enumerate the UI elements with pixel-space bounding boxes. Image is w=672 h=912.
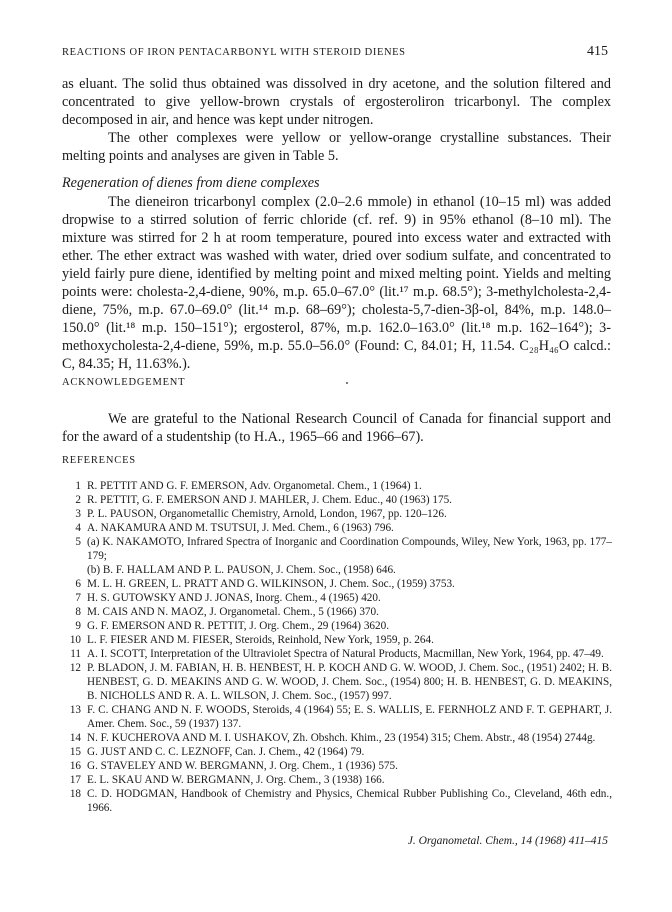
reference-number: 2 bbox=[75, 494, 81, 506]
reference-item bbox=[62, 731, 612, 745]
reference-text: G. JUST AND C. C. LEZNOFF, Can. J. Chem., 42 (1964) 79. bbox=[87, 746, 365, 758]
reference-number: 8 bbox=[75, 606, 81, 618]
reference-item bbox=[62, 521, 612, 535]
reference-text: C. D. HODGMAN, Handbook of Chemistry and Physics, Chemical Rubber Publishing Co., Cleveland, 46th edn., 1966. bbox=[87, 788, 612, 814]
reference-number: 13 bbox=[69, 704, 81, 716]
reference-number bbox=[62, 563, 87, 577]
reference-number: 14 bbox=[69, 732, 81, 744]
stray-dot bbox=[346, 382, 348, 384]
reference-number: 4 bbox=[75, 522, 81, 534]
reference-number: 17 bbox=[69, 774, 81, 786]
reference-number: 3 bbox=[75, 508, 81, 520]
page-number: 415 bbox=[587, 44, 608, 59]
reference-item bbox=[62, 591, 612, 605]
reference-text: H. S. GUTOWSKY AND J. JONAS, Inorg. Chem., 4 (1965) 420. bbox=[87, 592, 381, 604]
reference-number: 6 bbox=[75, 578, 81, 590]
reference-item bbox=[62, 605, 612, 619]
reference-number: 5 bbox=[75, 536, 81, 548]
reference-item bbox=[62, 563, 612, 577]
reference-text: P. BLADON, J. M. FABIAN, H. B. HENBEST, H. P. KOCH AND G. W. WOOD, J. Chem. Soc., (1951) 2402; H. B. HENBEST, G. D. MEAKINS AND G. W. WOOD, J. Chem. Soc., (1954) 800; H. B. HENBEST, G. D. MEAKINS, B. NICHOLLS AND R. A. L. WILSON, J. Chem. Soc., (1957) 997. bbox=[87, 662, 612, 702]
reference-text: L. F. FIESER AND M. FIESER, Steroids, Reinhold, New York, 1959, p. 264. bbox=[87, 634, 434, 646]
reference-item bbox=[62, 493, 612, 507]
reference-item bbox=[62, 759, 612, 773]
reference-text: (b) B. F. HALLAM AND P. L. PAUSON, J. Chem. Soc., (1958) 646. bbox=[87, 564, 396, 576]
reference-text: R. PETTIT AND G. F. EMERSON, Adv. Organometal. Chem., 1 (1964) 1. bbox=[87, 480, 422, 492]
reference-number: 1 bbox=[75, 480, 81, 492]
reference-item bbox=[62, 479, 612, 493]
paragraph-acknowledgement: We are grateful to the National Research Council of Canada for financial support and for the award of a studentship (to H.A., 1965–66 and 1966–67). bbox=[62, 411, 611, 445]
section-heading-regeneration: Regeneration of dienes from diene complexes bbox=[62, 175, 320, 191]
journal-citation-footer: J. Organometal. Chem., 14 (1968) 411–415 bbox=[407, 835, 608, 847]
reference-number: 10 bbox=[69, 634, 81, 646]
section-heading-references: REFERENCES bbox=[62, 455, 136, 466]
reference-text: M. CAIS AND N. MAOZ, J. Organometal. Chem., 5 (1966) 370. bbox=[87, 606, 379, 618]
reference-number: 9 bbox=[75, 620, 81, 632]
reference-item bbox=[62, 535, 612, 563]
reference-item bbox=[62, 787, 612, 815]
reference-text: A. I. SCOTT, Interpretation of the Ultraviolet Spectra of Natural Products, Macmillan, New York, 1964, pp. 47–49. bbox=[87, 648, 604, 660]
reference-item bbox=[62, 773, 612, 787]
reference-number: 16 bbox=[69, 760, 81, 772]
reference-item bbox=[62, 647, 612, 661]
reference-number: 12 bbox=[69, 662, 81, 674]
reference-text: G. STAVELEY AND W. BERGMANN, J. Org. Chem., 1 (1936) 575. bbox=[87, 760, 398, 772]
reference-item bbox=[62, 577, 612, 591]
reference-item bbox=[62, 745, 612, 759]
reference-text: P. L. PAUSON, Organometallic Chemistry, Arnold, London, 1967, pp. 120–126. bbox=[87, 508, 447, 520]
reference-item bbox=[62, 633, 612, 647]
reference-number: 15 bbox=[69, 746, 81, 758]
reference-list bbox=[62, 479, 612, 815]
paragraph-regeneration: The dieneiron tricarbonyl complex (2.0–2.6 mmole) in ethanol (10–15 ml) was added dropwise to a stirred solution of ferric chloride (cf. ref. 9) in 95% ethanol (8–10 ml). The mixture was stirred for 2 h at room temperature, poured into excess water and extracted with ether. The ether extract was washed with water, dried over sodium sulfate, and concentrated to yield fairly pure diene, identified by melting point and mixed melting point. Yields and melting points were: cholesta-2,4-diene, 90%, m.p. 65.0–67.0° (lit.¹⁷ m.p. 68.5°); 3-methylcholesta-2,4-diene, 75%, m.p. 67.0–69.0° (lit.¹⁴ m.p. 68–69°); cholesta-5,7-dien-3β-ol, 84%, m.p. 148.0–150.0° (lit.¹⁸ m.p. 150–151°); ergosterol, 87%, m.p. 162.0–163.0° (lit.¹⁸ m.p. 162–164°); 3-methoxycholesta-2,4-diene, 59%, m.p. 55.0–56.0° (Found: C, 84.01; H, 11.54. C₂₈H₄₆O calcd.: C, 84.35; H, 11.63%.). bbox=[62, 194, 611, 372]
section-heading-acknowledgement: ACKNOWLEDGEMENT bbox=[62, 377, 186, 388]
reference-number: 7 bbox=[75, 592, 81, 604]
paragraph-other-complexes: The other complexes were yellow or yellow-orange crystalline substances. Their melting points and analyses are given in Table 5. bbox=[62, 130, 611, 164]
reference-text: E. L. SKAU AND W. BERGMANN, J. Org. Chem., 3 (1938) 166. bbox=[87, 774, 385, 786]
reference-text: M. L. H. GREEN, L. PRATT AND G. WILKINSON, J. Chem. Soc., (1959) 3753. bbox=[87, 578, 455, 590]
running-header bbox=[62, 44, 608, 60]
reference-text: G. F. EMERSON AND R. PETTIT, J. Org. Chem., 29 (1964) 3620. bbox=[87, 620, 389, 632]
reference-text: F. C. CHANG AND N. F. WOODS, Steroids, 4 (1964) 55; E. S. WALLIS, E. FERNHOLZ AND F. T. GEPHART, J. Amer. Chem. Soc., 59 (1937) 137. bbox=[87, 704, 612, 730]
reference-number: 11 bbox=[70, 648, 81, 660]
reference-item bbox=[62, 703, 612, 731]
reference-item bbox=[62, 661, 612, 703]
reference-item bbox=[62, 507, 612, 521]
reference-text: A. NAKAMURA AND M. TSUTSUI, J. Med. Chem., 6 (1963) 796. bbox=[87, 522, 394, 534]
reference-text: N. F. KUCHEROVA AND M. I. USHAKOV, Zh. Obshch. Khim., 23 (1954) 315; Chem. Abstr., 48 (1954) 2744g. bbox=[87, 732, 596, 744]
reference-text: (a) K. NAKAMOTO, Infrared Spectra of Inorganic and Coordination Compounds, Wiley, New York, 1963, pp. 177–179; bbox=[87, 536, 612, 562]
reference-number: 18 bbox=[69, 788, 81, 800]
paragraph-eluant: as eluant. The solid thus obtained was dissolved in dry acetone, and the solution filtered and concentrated to give yellow-brown crystals of ergosteroliron tricarbonyl. The complex decomposed in air, and hence was kept under nitrogen. bbox=[62, 76, 611, 128]
reference-item bbox=[62, 619, 612, 633]
reference-text: R. PETTIT, G. F. EMERSON AND J. MAHLER, J. Chem. Educ., 40 (1963) 175. bbox=[87, 494, 452, 506]
running-title: REACTIONS OF IRON PENTACARBONYL WITH STEROID DIENES bbox=[62, 47, 406, 58]
